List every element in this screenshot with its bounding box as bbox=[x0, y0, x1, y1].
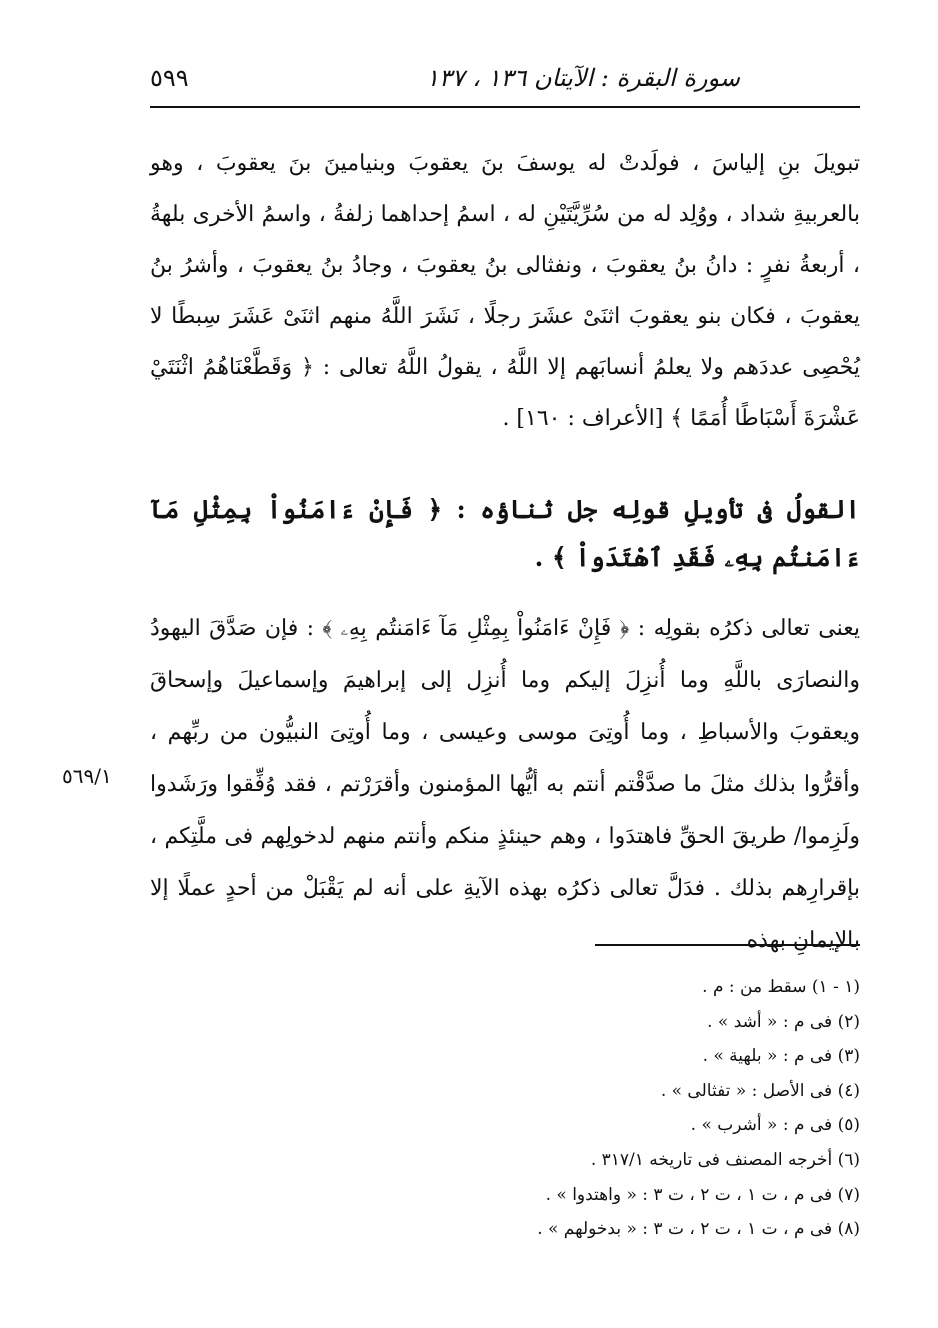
margin-reference: ٥٦٩/١ bbox=[62, 764, 112, 788]
footnote: (٦) أخرجه المصنف فى تاريخه ٣١٧/١ . bbox=[590, 1149, 860, 1170]
paragraph: تبويلَ بنِ إلياسَ ، فولَدتْ له يوسفَ بنَ يعقوبَ وبنيامينَ بنَ يعقوبَ ، وهو بالعربيةِ شداد ، ووُلِد له من سُرِّيَّتَيْنِ له ، اسمُ إحداهما زلفةُ ، واسمُ الأخرى بلهةُ ، أربعةُ نفرٍ : دانُ بنُ يعقوبَ ، ونفثالى بنُ يعقوبَ ، وجادُ بنُ يعقوبَ ، وأشرُ بنُ يعقوبَ ، فكان بنو يعقوبَ اثنَىْ عشَرَ رجلًا ، نَشَرَ اللَّهُ منهم اثنَىْ عَشَرَ سِبطًا لا يُحْصِى عددَهم ولا يعلمُ أنسابَهم إلا اللَّهُ ، يقولُ اللَّهُ تعالى : ﴿ وَقَطَّعْنَاهُمُ اثْنَتَيْ عَشْرَةَ أَسْبَاطًا أُمَمًا ﴾ [الأعراف : ١٦٠] . bbox=[150, 151, 860, 431]
page-number: ٥٩٩ bbox=[150, 64, 189, 92]
paragraph: يعنى تعالى ذكرُه بقولِه : ﴿ فَإِنْ ءَامَنُواْ بِمِثْلِ مَآ ءَامَنتُم بِهِۦ ﴾ : فإن صَدَّقَ اليهودُ والنصارَى باللَّهِ وما أُنزِلَ إليكم وما أُنزِل إلى إبراهيمَ وإسماعيلَ وإسحاقَ ويعقوبَ والأسباطِ ، وما أُوتِىَ موسى وعيسى ، وما أُوتِىَ النبيُّون من ربِّهم ، وأقرُّوا بذلك مثلَ ما صدَّقْتم أنتم به أيُّها المؤمنون وأقرَرْتم ، فقد وُفِّقوا ورَشَدوا ولَزِموا/ طريقَ الحقِّ فاهتدَوا ، وهم حينئذٍ منكم وأنتم منهم لدخولِهم فى ملَّتِكم ، بإقرارِهم بذلك . فدَلَّ تعالى ذكرُه بهذه الآيةِ على أنه لم يَقْبَلْ من أحدٍ عملًا إلا بالإيمانِ بهذه bbox=[150, 616, 860, 953]
running-title: سورة البقرة : الآيتان ١٣٦ ، ١٣٧ bbox=[425, 64, 740, 92]
footnote: (٧) فى م ، ت ١ ، ت ٢ ، ت ٣ : « واهتدوا » . bbox=[545, 1184, 860, 1205]
footnote-rule bbox=[595, 944, 860, 946]
running-header bbox=[150, 52, 860, 102]
footnote: (٣) فى م : « بلهية » . bbox=[702, 1046, 860, 1067]
footnote: (٢) فى م : « أشد » . bbox=[707, 1011, 860, 1032]
header-rule bbox=[150, 106, 860, 108]
footnotes bbox=[300, 970, 860, 1247]
body-text-continued bbox=[150, 603, 860, 967]
heading-text: القولُ فى تأويلِ قولِه جل ثناؤه : ﴿ فَإِنْ ءَامَنُواْ بِمِثْلِ مَآ ءَامَنتُم بِهِۦ فَقَدِ ٱهْتَدَواْ ﴾ . bbox=[150, 495, 860, 572]
footnote: (٨) فى م ، ت ١ ، ت ٢ ، ت ٣ : « بدخولهم » . bbox=[537, 1219, 860, 1240]
footnote: (١ - ١) سقط من : م . bbox=[702, 977, 860, 997]
footnote: (٥) فى م : « أشرب » . bbox=[690, 1115, 860, 1136]
section-heading bbox=[150, 486, 860, 582]
body-text bbox=[150, 138, 860, 444]
footnote: (٤) فى الأصل : « تفثالى » . bbox=[660, 1080, 860, 1101]
